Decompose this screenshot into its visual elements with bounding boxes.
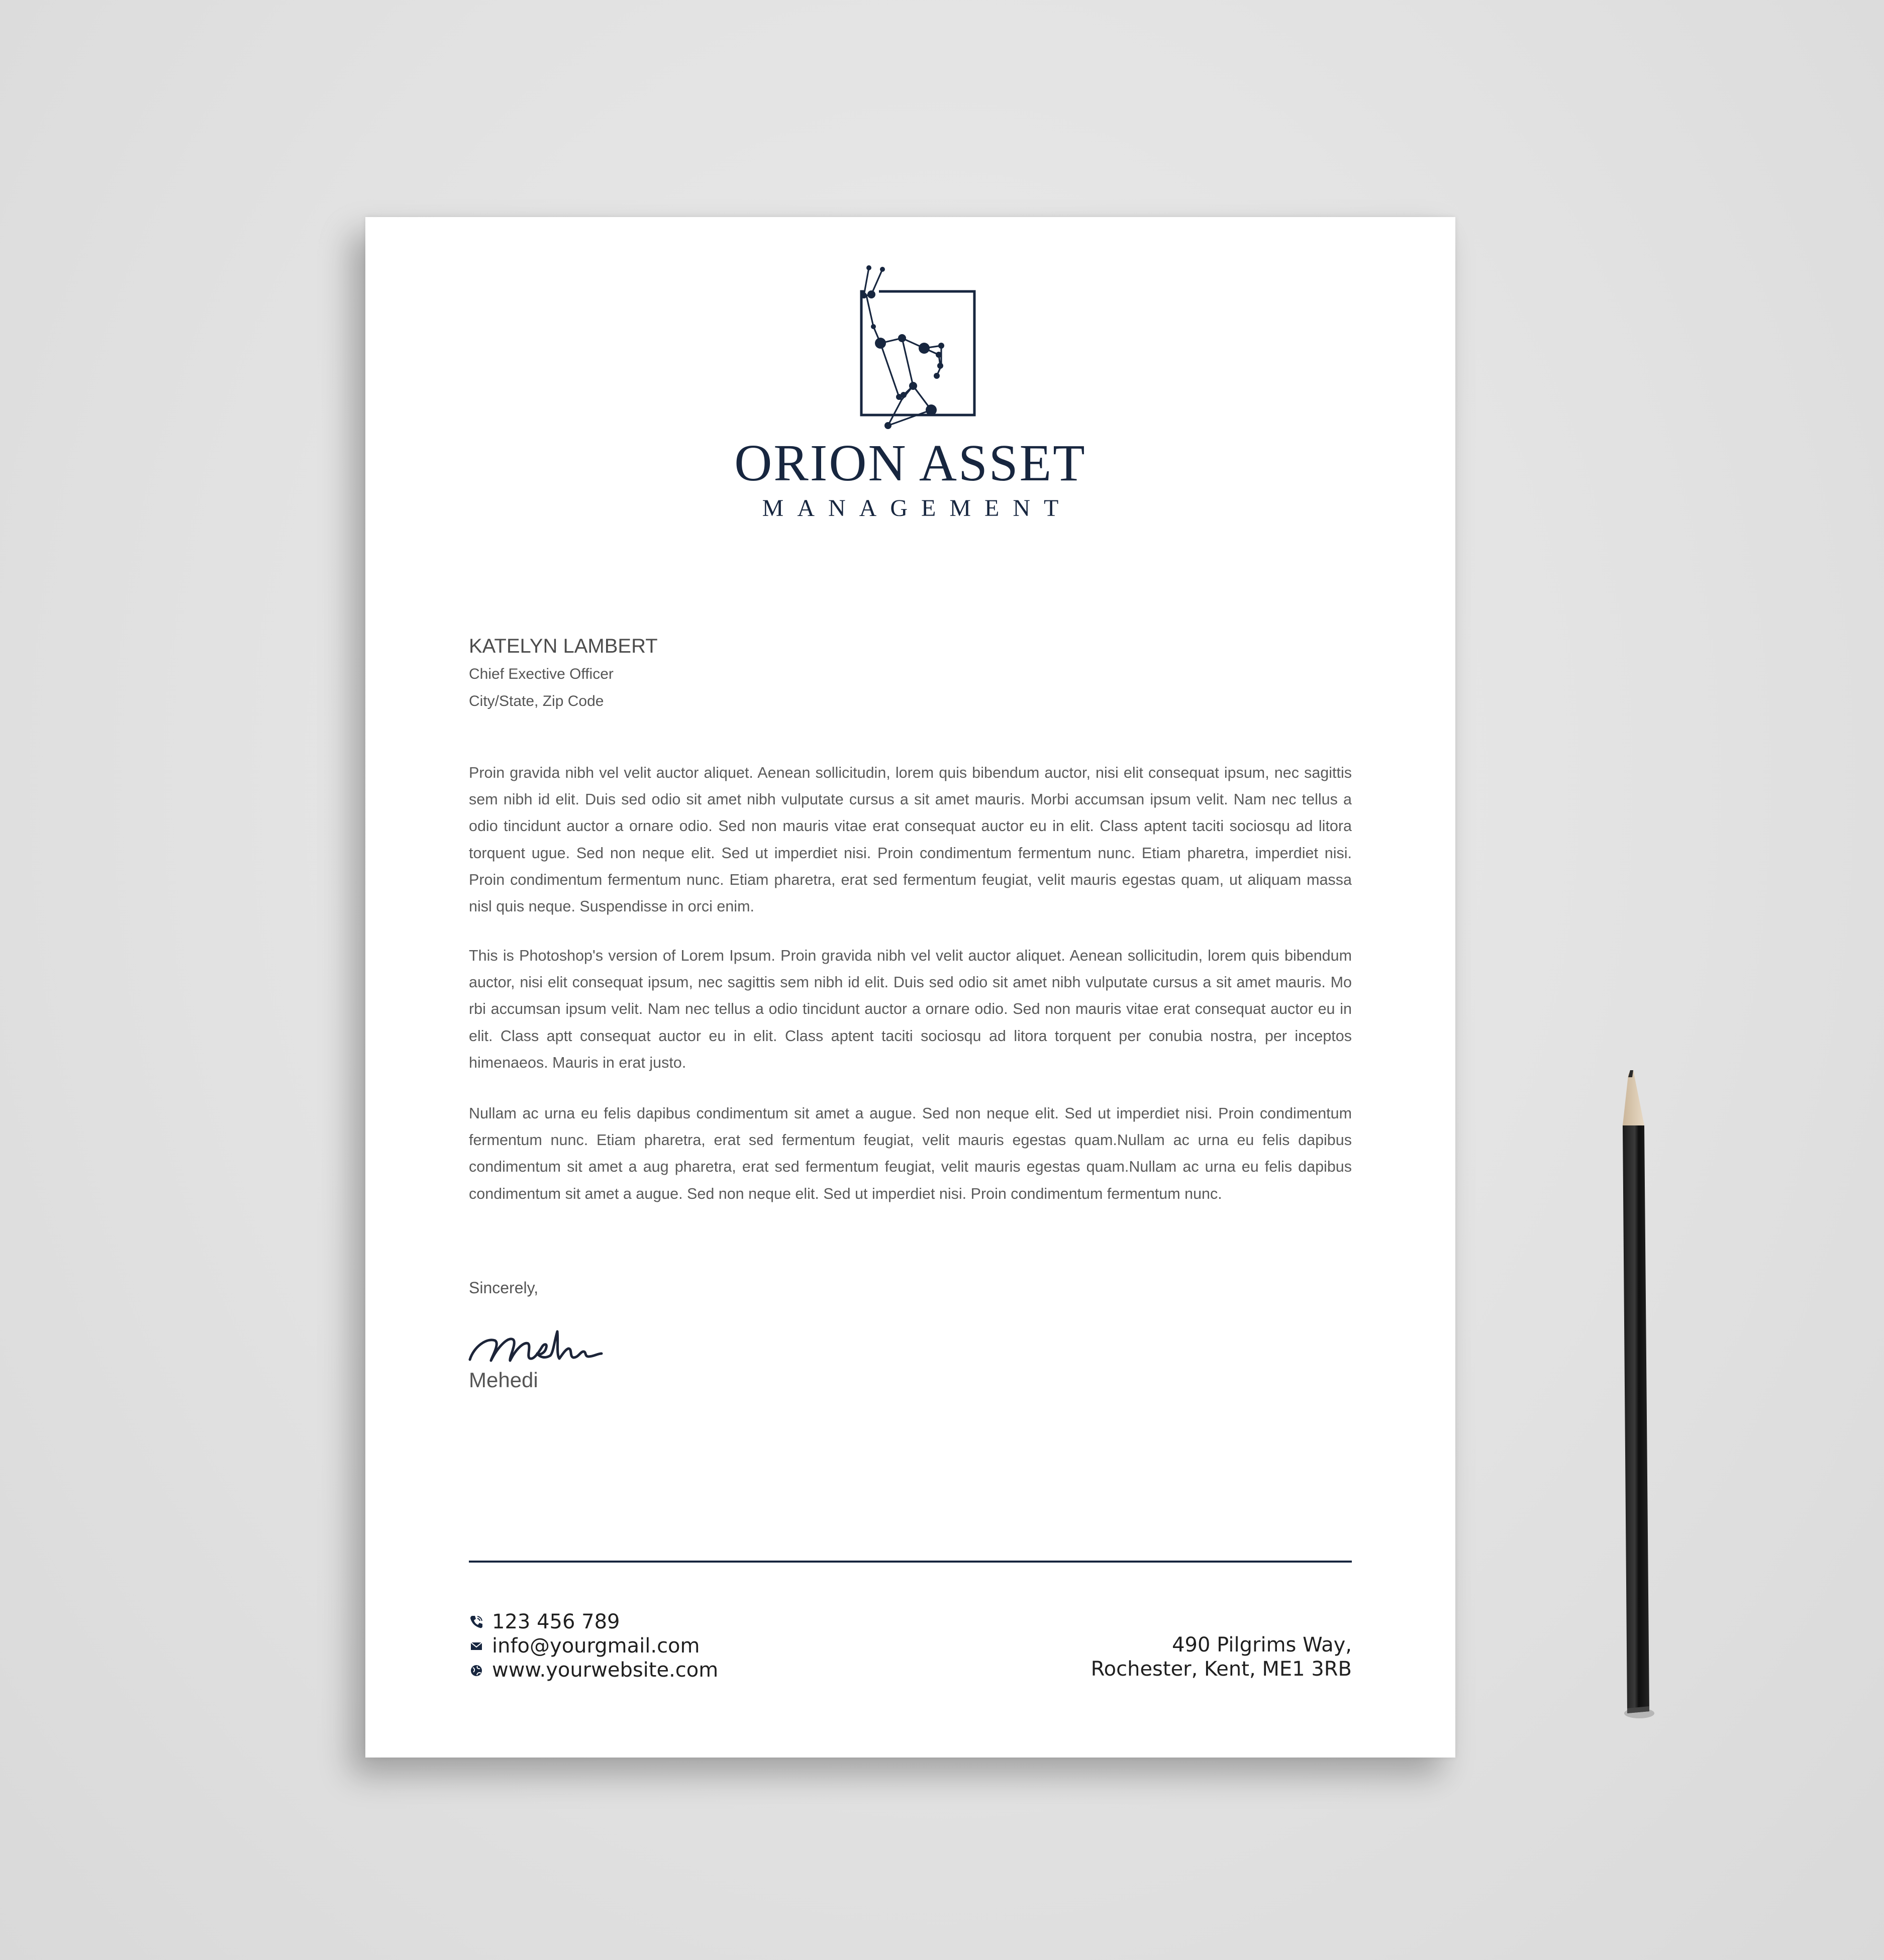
address-line-1: 490 Pilgrims Way, [1172,1633,1352,1657]
body-paragraph-3: Nullam ac urna eu felis dapibus condimentum sit amet a augue. Sed non neque elit. Sed ut imperdiet nisi. Proin condimentum fermentum nunc. Etiam pharetra, erat sed fermentum feugiat, velit mauris egestas quam.Nullam ac urna eu felis dapibus condimentum sit amet a aug pharetra, erat sed fermentum feugiat, velit mauris egestas quam.Nullam ac urna eu felis dapibus condimentum sit amet a augue. Sed non neque elit. Sed ut imperdiet nisi. Proin condimentum fermentum nunc. [469,1105,1352,1202]
contact-block [469,1610,821,1682]
contact-phone-text: 123 456 789 [492,1610,620,1633]
footer-divider [469,1561,1352,1563]
address-line-2: Rochester, Kent, ME1 3RB [1090,1658,1352,1681]
company-name: ORION ASSET [734,434,1086,492]
company-tagline: MANAGEMENT [762,495,1072,522]
body-paragraph-1: Proin gravida nibh vel velit auctor aliquet. Aenean sollicitudin, lorem quis bibendum auctor, nisi elit consequat ipsum, nec sagittis sem nibh id elit. Duis sed odio sit amet nibh vulputate cursus a sit amet mauris. Morbi accumsan ipsum velit. Nam nec tellus a odio tincidunt auctor a ornare odio. Sed non mauris vitae erat consequat auctor eu in elit. Class aptent taciti sociosqu ad litora torquent ugue. Sed non neque elit. Sed ut imperdiet nisi. Proin condimentum fermentum nunc. Etiam pharetra, imperdiet nisi. Proin condimentum fermentum nunc. Etiam pharetra, erat sed fermentum feugiat, velit mauris egestas quam, ut aliquam massa nisl quis neque. Suspendisse in orci enim. [469,764,1352,915]
pencil-image [1608,1060,1663,1728]
recipient-location: City/State, Zip Code [469,693,604,709]
recipient-title: Chief Exective Officer [469,666,614,682]
body-paragraph-2: This is Photoshop's version of Lorem Ipsum. Proin gravida nibh vel velit auctor aliquet. Aenean sollicitudin, lorem quis bibendum auctor, nisi elit consequat ipsum, nec sagittis sem nibh id elit. Duis sed odio sit amet nibh vulputate cursus a sit amet mauris. Mo rbi accumsan ipsum velit. Nam nec tellus a odio tincidunt auctor a ornare odio. Sed non mauris vitae erat consequat auctor eu in elit. Class aptt consequat auctor eu in elit. Class aptent taciti sociosqu ad litora torquent per conubia nostra, per inceptos himenaeos. Mauris in erat justo. [469,947,1352,1071]
phone-icon [469,1614,484,1629]
signer-name: Mehedi [469,1368,538,1392]
contact-website [469,1658,821,1682]
mail-icon [469,1638,484,1654]
recipient-name: KATELYN LAMBERT [469,635,658,657]
contact-phone [469,1610,821,1634]
globe-icon [469,1663,484,1678]
contact-email-text: info@yourgmail.com [492,1634,700,1658]
orion-constellation-logo-icon [845,265,990,435]
closing-salutation: Sincerely, [469,1279,539,1297]
letterhead-page [365,217,1455,1758]
company-address [1091,1633,1352,1681]
contact-website-text: www.yourwebsite.com [492,1659,719,1682]
handwritten-signature [467,1311,613,1372]
contact-email [469,1634,821,1658]
